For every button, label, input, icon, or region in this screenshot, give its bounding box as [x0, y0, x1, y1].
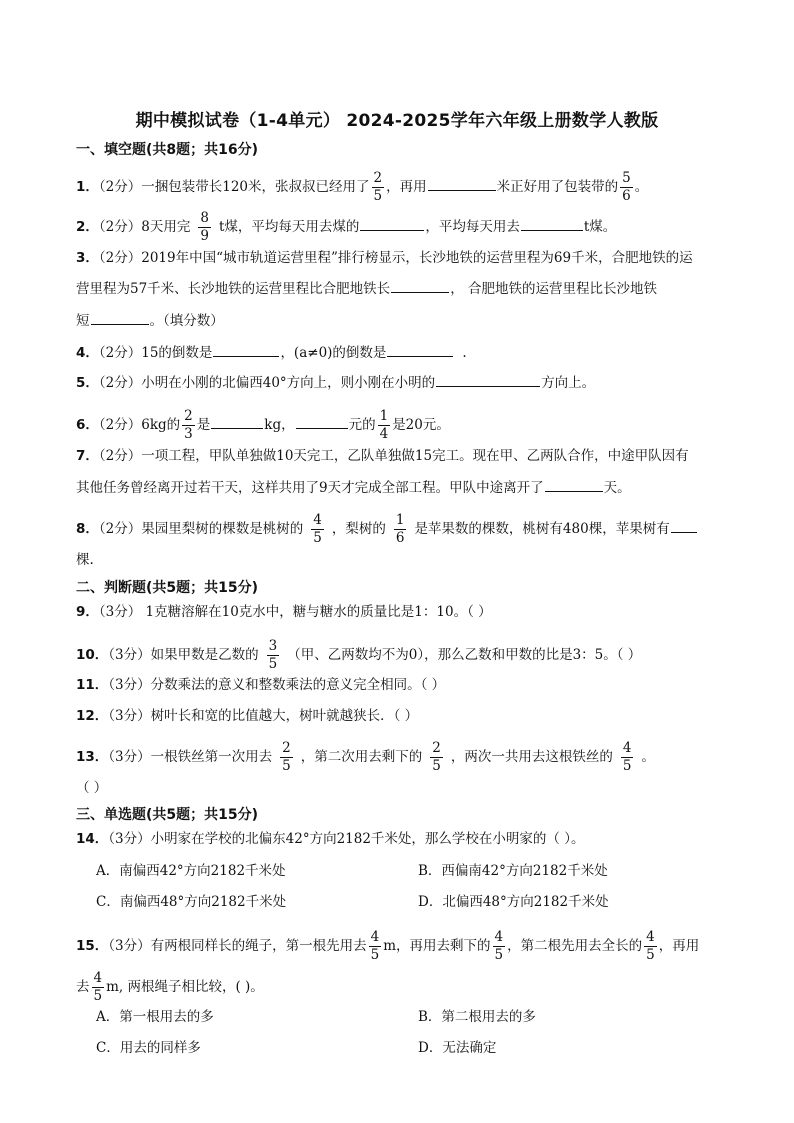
question-text: 一捆包装带长120米，张叔叔已经用了 — [141, 179, 370, 195]
fraction — [311, 512, 324, 547]
question-3-line-3 — [76, 310, 224, 331]
question-text: ，梨树的 — [331, 521, 386, 537]
fraction — [621, 740, 634, 775]
question-text: 。 — [641, 749, 655, 765]
fraction — [280, 740, 293, 775]
answer-blank[interactable] — [545, 477, 603, 492]
question-score: （3分） — [108, 647, 151, 663]
answer-blank[interactable] — [436, 372, 540, 387]
question-8-line-2: 棵. — [76, 552, 94, 568]
numerator: 2 — [282, 740, 291, 756]
question-text: 有两根同样长的绳子，第一根先用去 — [150, 938, 367, 954]
question-text: t煤，平均每天用去煤的 — [218, 219, 360, 235]
question-number: 7． — [76, 448, 99, 464]
question-score: （2分） — [98, 417, 142, 433]
q15-option-a[interactable]: A．第一根用去的多 — [96, 1009, 214, 1025]
answer-blank[interactable] — [391, 278, 449, 293]
numerator: 4 — [622, 740, 632, 756]
question-13 — [76, 740, 655, 775]
question-text: 元的 — [348, 417, 376, 433]
denominator: 6 — [395, 530, 405, 546]
fraction — [430, 740, 443, 775]
question-text: ，再用 — [658, 938, 700, 954]
question-7-line-2 — [76, 477, 631, 498]
question-text: . — [462, 345, 467, 361]
q14-option-d[interactable]: D．北偏西48°方向2182千米处 — [418, 894, 609, 910]
question-text: 是苹果数的棵数，桃树有480棵，苹果树有 — [414, 521, 670, 537]
denominator: 3 — [184, 426, 193, 442]
denominator: 5 — [432, 758, 441, 774]
question-text: 小明在小刚的北偏西40°方向上，则小刚在小明的 — [141, 375, 436, 391]
question-text: t煤。 — [583, 219, 617, 235]
numerator: 4 — [93, 970, 103, 986]
numerator: 8 — [200, 210, 209, 226]
denominator: 5 — [268, 656, 278, 672]
question-text: ，第二次用去剩下的 — [300, 749, 423, 765]
fraction — [369, 929, 382, 964]
numerator: 1 — [395, 512, 405, 528]
question-score: （3分） — [108, 677, 151, 693]
denominator: 9 — [200, 228, 209, 244]
question-score: （2分） — [98, 448, 142, 464]
numerator: 2 — [184, 408, 193, 424]
answer-blank[interactable] — [360, 216, 424, 231]
question-13-answer-paren[interactable]: （ ） — [76, 780, 108, 796]
question-score: （2分） — [98, 219, 142, 235]
question-text: 营里程为57千米、长沙地铁的运营里程比合肥地铁长 — [76, 281, 391, 297]
question-score: （2分） — [98, 345, 142, 361]
q15-option-d[interactable]: D．无法确定 — [418, 1040, 497, 1056]
fraction — [378, 408, 391, 443]
question-text: 分数乘法的意义和整数乘法的意义完全相同。（ ） — [150, 677, 446, 693]
denominator: 5 — [646, 947, 655, 963]
question-text: （甲、乙两数均不为0），那么乙数和甲数的比是3：5。（ ） — [287, 647, 642, 663]
question-text: 一项工程，甲队单独做10天完工，乙队单独做15完工。现在甲、乙两队合作，中途甲队因有 — [141, 448, 689, 464]
question-number: 6． — [76, 417, 99, 433]
question-score: （3分） — [108, 708, 151, 724]
answer-blank[interactable] — [91, 310, 149, 325]
fraction — [372, 170, 385, 205]
page-title: 期中模拟试卷（1-4单元） 2024-2025学年六年级上册数学人教版 — [135, 111, 659, 131]
fraction — [644, 929, 657, 964]
question-text: 如果甲数是乙数的 — [150, 647, 259, 663]
numerator: 3 — [268, 638, 278, 654]
question-2 — [76, 210, 616, 245]
question-text: 8天用完 — [141, 219, 191, 235]
question-number: 12． — [76, 708, 109, 724]
question-text: ，第二根先用去全长的 — [507, 938, 643, 954]
question-number: 10． — [76, 647, 109, 663]
question-text: 。 — [634, 179, 649, 195]
q14-option-b[interactable]: B．西偏南42°方向2182千米处 — [418, 863, 608, 879]
section-heading-single-choice: 三、单选题(共5题；共15分) — [76, 807, 259, 823]
q15-option-c[interactable]: C．用去的同样多 — [96, 1040, 201, 1056]
question-text: 1克糖溶解在10克水中，糖与糖水的质量比是1：10。（ ） — [141, 604, 492, 620]
question-9 — [76, 602, 492, 622]
question-number: 3． — [76, 250, 99, 266]
answer-blank[interactable] — [428, 176, 496, 191]
question-score: （2分） — [98, 521, 142, 537]
denominator: 4 — [379, 426, 389, 442]
section-heading-fill-blank: 一、填空题(共8题；共16分) — [76, 142, 259, 158]
question-number: 5． — [76, 375, 99, 391]
question-number: 8． — [76, 521, 99, 537]
question-text: 2019年中国“城市轨道运营里程”排行榜显示，长沙地铁的运营里程为69千米，合肥地铁的运 — [141, 250, 693, 266]
q15-option-b[interactable]: B．第二根用去的多 — [418, 1009, 536, 1025]
question-number: 2． — [76, 219, 99, 235]
question-15-line-2 — [76, 970, 264, 1005]
denominator: 6 — [622, 188, 631, 204]
question-text: 米正好用了包装带的 — [496, 179, 619, 195]
question-text: 。（填分数） — [149, 313, 224, 329]
question-3-line-2 — [76, 278, 657, 299]
q14-option-a[interactable]: A．南偏西42°方向2182千米处 — [96, 863, 286, 879]
numerator: 2 — [432, 740, 441, 756]
question-3 — [76, 248, 693, 268]
question-number: 9． — [76, 604, 99, 620]
question-text: 去 — [76, 979, 90, 995]
question-text: 方向上。 — [541, 375, 596, 391]
question-10 — [76, 638, 641, 673]
fraction — [493, 929, 506, 964]
question-score: （3分） — [98, 604, 142, 620]
question-number: 15． — [76, 938, 109, 954]
question-text: 果园里梨树的棵数是桃树的 — [141, 521, 304, 537]
fraction — [267, 638, 280, 673]
question-text: 6kg的 — [141, 417, 181, 433]
answer-blank[interactable] — [387, 342, 453, 357]
question-text: 是20元。 — [392, 417, 450, 433]
numerator: 4 — [370, 929, 380, 945]
numerator: 4 — [313, 512, 322, 528]
numerator: 4 — [646, 929, 655, 945]
denominator: 5 — [370, 947, 380, 963]
question-score: （2分） — [98, 375, 142, 391]
numerator: 5 — [622, 170, 631, 186]
fraction — [620, 170, 633, 205]
question-score: （3分） — [108, 831, 151, 847]
question-12 — [76, 706, 418, 726]
question-score: （2分） — [98, 250, 142, 266]
answer-blank[interactable] — [671, 518, 697, 533]
fraction — [92, 970, 105, 1005]
question-7 — [76, 446, 689, 466]
question-number: 11． — [76, 677, 109, 693]
denominator: 5 — [93, 988, 103, 1004]
question-text: 小明家在学校的北偏东42°方向2182千米处，那么学校在小明家的（ ）。 — [150, 831, 585, 847]
denominator: 5 — [313, 530, 322, 546]
question-text: m, 两根绳子相比较，( )。 — [106, 979, 264, 995]
question-text: kg， — [264, 417, 295, 433]
answer-blank[interactable] — [521, 216, 583, 231]
numerator: 4 — [494, 929, 504, 945]
question-text: 15的倒数是 — [141, 345, 213, 361]
question-score: （3分） — [108, 749, 151, 765]
question-text: ，平均每天用去 — [425, 219, 520, 235]
fraction — [198, 210, 211, 245]
numerator: 1 — [379, 408, 389, 424]
question-text: m，再用去剩下的 — [383, 938, 491, 954]
question-4 — [76, 342, 467, 363]
question-number: 14． — [76, 831, 109, 847]
numerator: 2 — [373, 170, 383, 186]
question-text: ，再用 — [386, 179, 427, 195]
section-heading-true-false: 二、判断题(共5题；共15分) — [76, 580, 259, 596]
question-11 — [76, 675, 445, 695]
question-5 — [76, 372, 595, 393]
question-number: 4． — [76, 345, 99, 361]
denominator: 5 — [282, 758, 291, 774]
question-score: （2分） — [98, 179, 142, 195]
answer-blank[interactable] — [296, 414, 348, 429]
question-number: 13． — [76, 749, 109, 765]
answer-blank[interactable] — [211, 414, 263, 429]
question-14 — [76, 829, 584, 849]
question-text: 树叶长和宽的比值越大，树叶就越狭长．（ ） — [150, 708, 419, 724]
question-text: ，(a≠0)的倒数是 — [280, 345, 387, 361]
question-text: 一根铁丝第一次用去 — [150, 749, 273, 765]
fraction — [182, 408, 195, 443]
question-6 — [76, 408, 450, 443]
question-text: 短 — [76, 313, 90, 329]
denominator: 5 — [494, 947, 504, 963]
question-score: （3分） — [108, 938, 151, 954]
answer-blank[interactable] — [213, 342, 279, 357]
question-8 — [76, 512, 698, 547]
question-15 — [76, 929, 699, 964]
question-text: 是 — [196, 417, 211, 433]
question-number: 1． — [76, 179, 99, 195]
question-text: ， 合肥地铁的运营里程比长沙地铁 — [450, 281, 657, 297]
denominator: 5 — [622, 758, 632, 774]
denominator: 5 — [373, 188, 383, 204]
fraction — [394, 512, 407, 547]
question-text: 其他任务曾经离开过若干天，这样共用了9天才完成全部工程。甲队中途离开了 — [76, 480, 544, 496]
question-text: 天。 — [603, 480, 631, 496]
q14-option-c[interactable]: C．南偏西48°方向2182千米处 — [96, 894, 287, 910]
question-1 — [76, 170, 648, 205]
question-text: ，两次一共用去这根铁丝的 — [450, 749, 613, 765]
